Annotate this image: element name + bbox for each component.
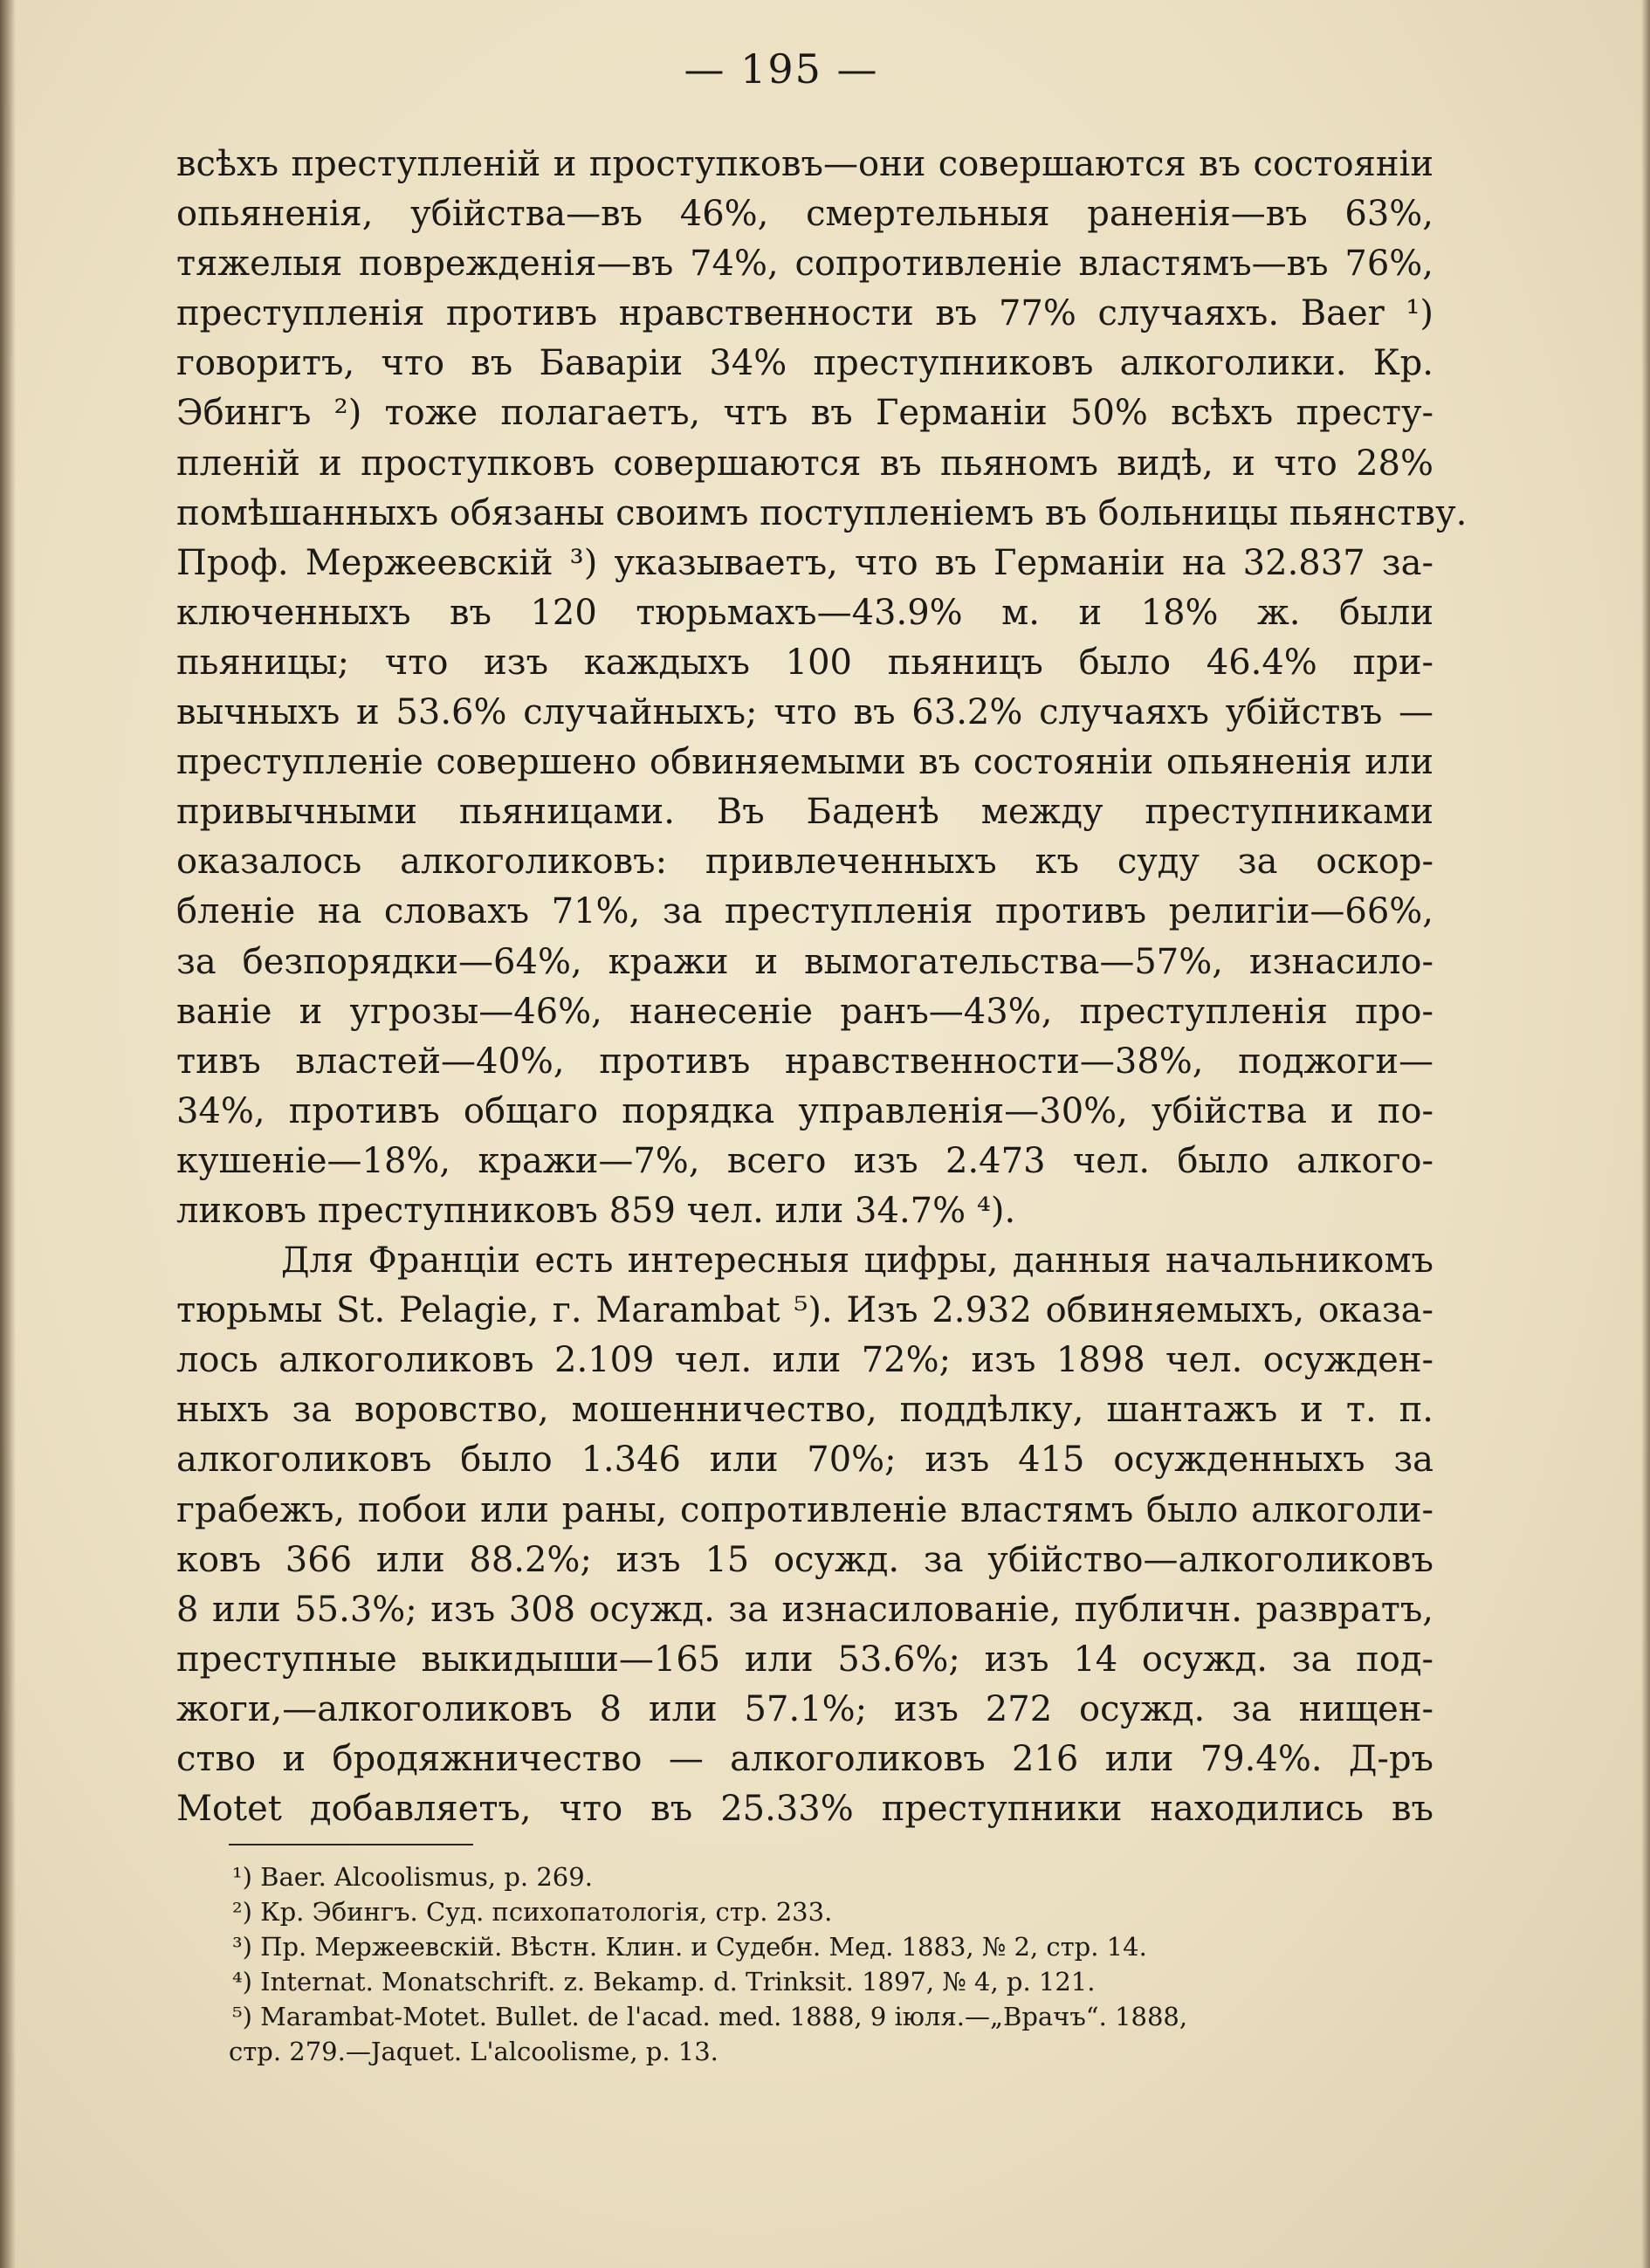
paragraph-1 xyxy=(176,140,1468,1236)
text-line: преступленіе совершено обвиняемыми въ состояніи опьяненія или xyxy=(176,742,1433,783)
text-line: пленій и проступковъ совершаются въ пьяномъ видѣ, и что 28% xyxy=(176,443,1433,484)
text-line: привычными пьяницами. Въ Баденѣ между преступниками xyxy=(176,792,1433,833)
footnote-5-continuation: стр. 279.—Jaquet. L'alcoolisme, p. 13. xyxy=(229,2037,718,2066)
text-line: 34%, противъ общаго порядка управленія—30%, убійства и по- xyxy=(176,1090,1433,1131)
text-line: Для Франціи есть интересныя цифры, данныя начальникомъ xyxy=(281,1241,1433,1282)
text-line: тяжелыя поврежденія—въ 74%, сопротивленіе властямъ—въ 76%, xyxy=(176,244,1433,285)
footnote-4: ⁴) Internat. Monatschrift. z. Bekamp. d. Trinksit. 1897, № 4, p. 121. xyxy=(232,1967,1096,1997)
text-line: за безпорядки—64%, кражи и вымогательства—57%, изнасило- xyxy=(176,941,1433,982)
text-line: оказалось алкоголиковъ: привлеченныхъ къ суду за оскор- xyxy=(176,842,1433,883)
text-line: Эбингъ ²) тоже полагаетъ, чтъ въ Германіи 50% всѣхъ престу- xyxy=(176,393,1433,434)
text-line: кушеніе—18%, кражи—7%, всего изъ 2.473 чел. было алкого- xyxy=(176,1140,1433,1181)
text-line: говоритъ, что въ Баваріи 34% преступниковъ алкоголики. Кр. xyxy=(176,343,1433,384)
text-line: тюрьмы St. Pelagie, г. Marambat ⁵). Изъ 2.932 обвиняемыхъ, оказа- xyxy=(176,1290,1433,1331)
body-text xyxy=(176,140,1468,1834)
text-line: вычныхъ и 53.6% случайныхъ; что въ 63.2% случаяхъ убійствъ — xyxy=(176,692,1433,733)
text-line: преступные выкидыши—165 или 53.6%; изъ 14 осужд. за под- xyxy=(176,1639,1433,1680)
text-line: Motet добавляетъ, что въ 25.33% преступники находились въ xyxy=(176,1789,1433,1830)
text-line: помѣшанныхъ обязаны своимъ поступленіемъ въ больницы пьянству. xyxy=(176,492,1468,533)
footnotes xyxy=(229,1859,1472,2069)
footnote-3: ³) Пр. Мержеевскій. Вѣстн. Клин. и Судебн. Мед. 1883, № 2, стр. 14. xyxy=(232,1932,1147,1962)
footnote-separator xyxy=(229,1844,473,1845)
text-line: алкоголиковъ было 1.346 или 70%; изъ 415 осужденныхъ за xyxy=(176,1440,1433,1481)
text-line: ковъ 366 или 88.2%; изъ 15 осужд. за убійство—алкоголиковъ xyxy=(176,1539,1433,1580)
text-line: 8 или 55.3%; изъ 308 осужд. за изнасилованіе, публичн. развратъ, xyxy=(176,1589,1433,1630)
text-line: ство и бродяжничество — алкоголиковъ 216 или 79.4%. Д-ръ xyxy=(176,1739,1433,1779)
footnote-2: ²) Кр. Эбингъ. Суд. психопатологія, стр. 233. xyxy=(232,1897,833,1927)
text-line: грабежъ, побои или раны, сопротивленіе властямъ было алкоголи- xyxy=(176,1489,1433,1530)
paragraph-2 xyxy=(176,1236,1433,1834)
text-line: жоги,—алкоголиковъ 8 или 57.1%; изъ 272 осужд. за нищен- xyxy=(176,1688,1433,1729)
text-line: всѣхъ преступленій и проступковъ—они совершаются въ состояніи xyxy=(176,144,1433,184)
text-line: преступленія противъ нравственности въ 77% случаяхъ. Baer ¹) xyxy=(176,293,1433,334)
footnote-1: ¹) Baer. Alcoolismus, p. 269. xyxy=(232,1862,593,1892)
page-left-edge-shadow xyxy=(0,0,16,2268)
text-line: бленіе на словахъ 71%, за преступленія противъ религіи—66%, xyxy=(176,891,1433,932)
text-line: ныхъ за воровство, мошенничество, поддѣлку, шантажъ и т. п. xyxy=(176,1390,1433,1431)
text-line: тивъ властей—40%, противъ нравственности—38%, поджоги— xyxy=(176,1041,1433,1082)
text-line: ключенныхъ въ 120 тюрьмахъ—43.9% м. и 18% ж. были xyxy=(176,592,1433,633)
text-line: лось алкоголиковъ 2.109 чел. или 72%; изъ 1898 чел. осужден- xyxy=(176,1340,1433,1381)
text-line: ликовъ преступниковъ 859 чел. или 34.7% ⁴). xyxy=(176,1190,1016,1231)
page-number: — 195 — xyxy=(684,45,879,93)
text-line: пьяницы; что изъ каждыхъ 100 пьяницъ было 46.4% при- xyxy=(176,642,1433,683)
page-right-edge-shadow xyxy=(1641,0,1650,2268)
text-line: Проф. Мержеевскій ³) указываетъ, что въ Германіи на 32.837 за- xyxy=(176,542,1433,583)
text-line: опьяненія, убійства—въ 46%, смертельныя раненія—въ 63%, xyxy=(176,194,1433,235)
footnote-5: ⁵) Marambat-Motet. Bullet. de l'acad. med. 1888, 9 іюля.—„Врачъ“. 1888, xyxy=(232,2002,1188,2031)
text-line: ваніе и угрозы—46%, нанесеніе ранъ—43%, преступленія про- xyxy=(176,991,1433,1032)
